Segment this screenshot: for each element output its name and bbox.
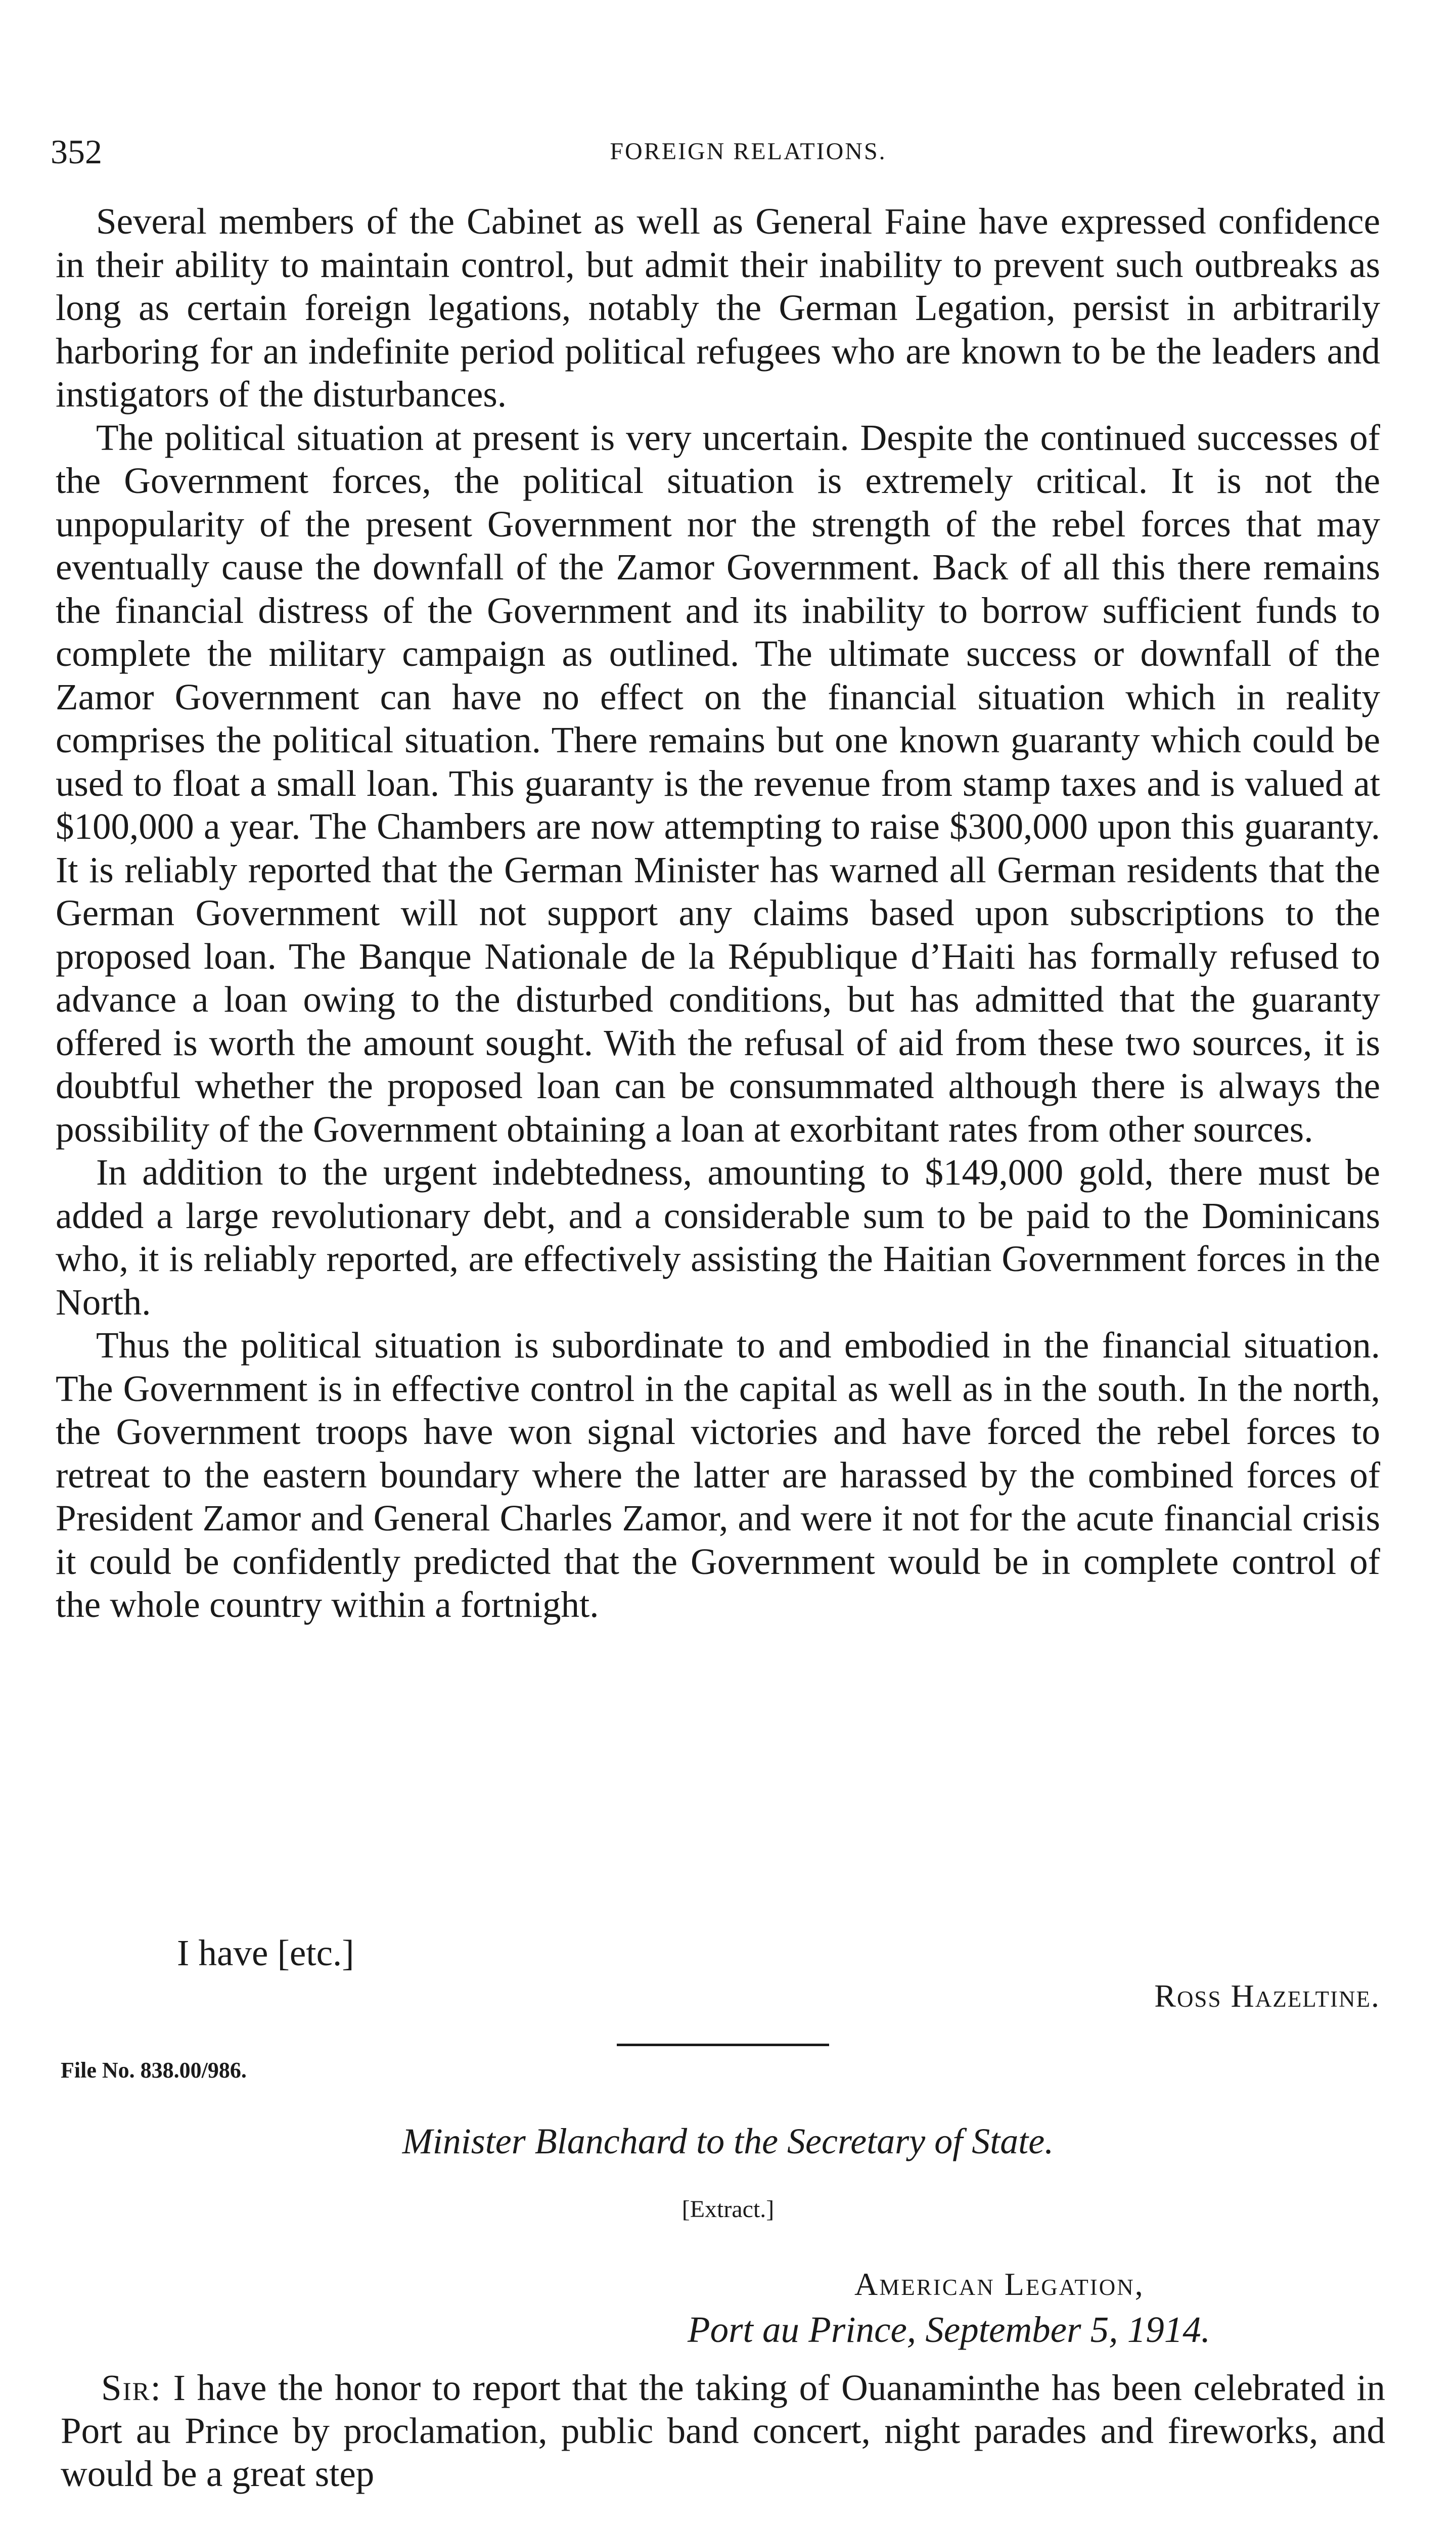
file-number: File No. 838.00/986. — [61, 2058, 247, 2083]
legation-heading: American Legation, — [854, 2266, 1145, 2302]
signature: Ross Hazeltine. — [1154, 1978, 1380, 2014]
paragraph: In addition to the urgent indebtedness, amounting to $149,000 gold, there must be added a large revolutionary debt, and a considerable sum to be paid to the Dominicans who, it is reliably reported, are effectively assisting the Haitian Government forces in the North. — [56, 1152, 1380, 1323]
section-divider — [617, 2044, 829, 2046]
paragraph: Several members of the Cabinet as well as General Faine have expressed confidence in their ability to maintain control, but admit their inability to prevent such outbreaks as long as certain foreign legations, notably the German Legation, persist in arbitrarily harboring for an indefinite period political refugees who are known to be the leaders and instigators of the disturbances. — [56, 201, 1380, 415]
letter-text: I have the honor to report that the taking of Ouanaminthe has been celebrated in Port au Prince by proclamation, public band concert, night parades and fireworks, and would be a great step — [61, 2367, 1385, 2494]
report-body — [56, 200, 1380, 1627]
letter-paragraph — [61, 2366, 1385, 2495]
letter-body — [61, 2366, 1385, 2495]
salutation: Sir: — [101, 2367, 162, 2408]
paragraph: The political situation at present is very uncertain. Despite the continued successes of the Government forces, the political situation is extremely critical. It is not the unpopularity of the present Government nor the strength of the rebel forces that may eventually cause the downfall of the Zamor Government. Back of all this there remains the financial distress of the Government and its inability to borrow sufficient funds to complete the military campaign as outlined. The ultimate success or downfall of the Zamor Government can have no effect on the financial situation which in reality comprises the political situation. There remains but one known guaranty which could be used to float a small loan. This guaranty is the revenue from stamp taxes and is valued at $100,000 a year. The Chambers are now attempting to raise $300,000 upon this guaranty. It is reliably reported that the German Minister has warned all German residents that the German Government will not support any claims based upon subscriptions to the proposed loan. The Banque Nationale de la République d’Haiti has formally refused to advance a loan owing to the disturbed conditions, but has admitted that the guaranty offered is worth the amount sought. With the refusal of aid from these two sources, it is doubtful whether the proposed loan can be consummated although there is always the possibility of the Government obtaining a loan at exorbitant rates from other sources. — [56, 417, 1380, 1150]
running-head: FOREIGN RELATIONS. — [610, 138, 887, 165]
document-title: Minister Blanchard to the Secretary of State. — [402, 2121, 1054, 2161]
extract-note: [Extract.] — [681, 2196, 775, 2223]
page-header — [51, 126, 1380, 177]
closing-line: I have [etc.] — [177, 1932, 354, 1973]
page-number: 352 — [51, 132, 102, 171]
place-date-line: Port au Prince, September 5, 1914. — [688, 2309, 1210, 2350]
paragraph: Thus the political situation is subordinate to and embodied in the financial situation. The Government is in effective control in the capital as well as in the south. In the north, the Government troops have won signal victories and have forced the rebel forces to retreat to the eastern boundary where the latter are harassed by the combined forces of President Zamor and General Charles Zamor, and were it not for the acute financial crisis it could be confidently predicted that the Government would be in complete control of the whole country within a fortnight. — [56, 1325, 1380, 1625]
